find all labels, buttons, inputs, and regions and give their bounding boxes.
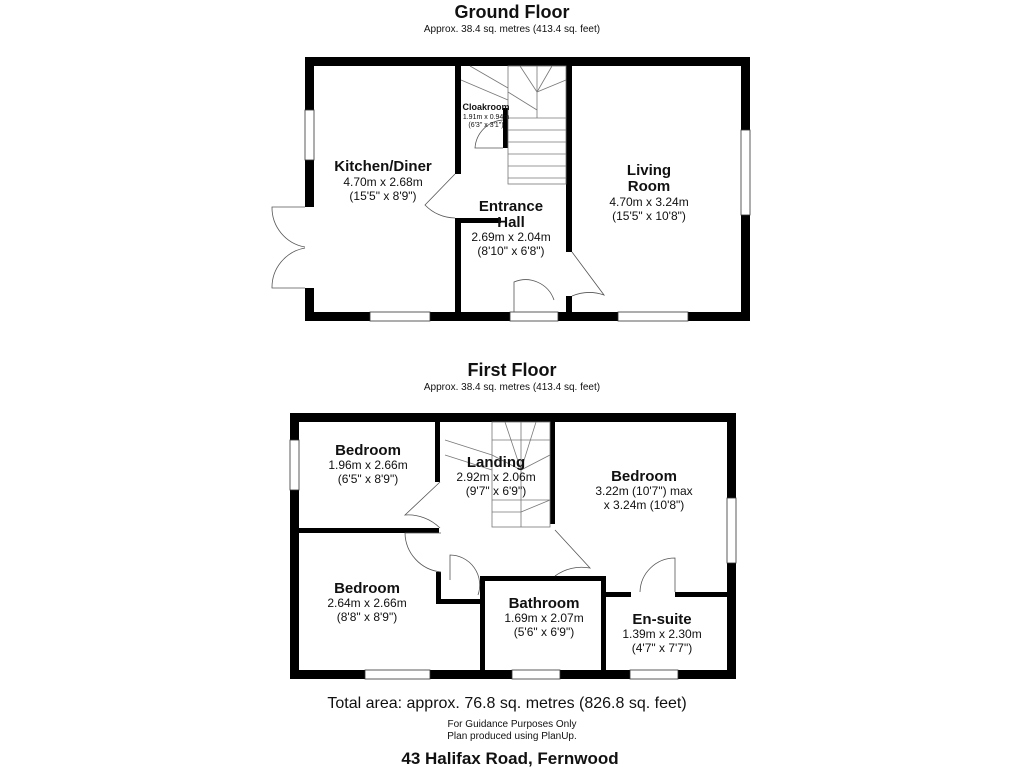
ensuite-dim-ft: (4'7" x 7'7") <box>631 641 693 655</box>
living-window <box>741 130 750 215</box>
kitchen-name: Kitchen/Diner <box>334 158 432 175</box>
living-front-window <box>618 312 688 321</box>
cloakroom-dim-m: 1.91m x 0.94m <box>462 114 510 121</box>
bedroom-3-window <box>727 498 736 563</box>
front-door-threshold <box>510 312 558 321</box>
cloakroom-dim-ft: (6'3" x 3'1") <box>468 122 504 129</box>
hall-dim-m: 2.69m x 2.04m <box>471 230 551 244</box>
guidance-note: For Guidance Purposes Only <box>447 719 577 730</box>
planup-note: Plan produced using PlanUp. <box>447 731 577 742</box>
bathroom-dim-m: 1.69m x 2.07m <box>504 611 584 625</box>
hall-name-2: Hall <box>497 214 525 231</box>
ensuite-name: En-suite <box>632 611 692 628</box>
property-address: 43 Halifax Road, Fernwood <box>401 749 619 768</box>
bedroom-1-dim-ft: (6'5" x 8'9") <box>337 472 399 486</box>
ground-floor-area: Approx. 38.4 sq. metres (413.4 sq. feet) <box>423 24 601 35</box>
first-floor-area: Approx. 38.4 sq. metres (413.4 sq. feet) <box>423 382 601 393</box>
living-dim-m: 4.70m x 3.24m <box>609 195 689 209</box>
kitchen-front-window <box>370 312 430 321</box>
hall-dim-ft: (8'10" x 6'8") <box>477 244 545 258</box>
hall-name-1: Entrance <box>478 198 544 215</box>
total-area: Total area: approx. 76.8 sq. metres (826.8 sq. feet) <box>327 695 687 712</box>
bedroom-2-name: Bedroom <box>334 580 400 597</box>
first-floor-title: First Floor <box>467 360 557 380</box>
bathroom-dim-ft: (5'6" x 6'9") <box>513 625 575 639</box>
bedroom-2-dim-ft: (8'8" x 8'9") <box>336 610 398 624</box>
bedroom-2-window <box>365 670 430 679</box>
ensuite-window <box>630 670 678 679</box>
living-name-2: Room <box>627 178 671 195</box>
ensuite-dim-m: 1.39m x 2.30m <box>622 627 702 641</box>
ground-floor-plan <box>272 57 750 321</box>
bedroom-2-dim-m: 2.64m x 2.66m <box>327 596 407 610</box>
bedroom-3-name: Bedroom <box>611 468 677 485</box>
bedroom-1-dim-m: 1.96m x 2.66m <box>328 458 408 472</box>
bedroom-1-name: Bedroom <box>335 442 401 459</box>
bathroom-window <box>512 670 560 679</box>
landing-dim-ft: (9'7" x 6'9") <box>465 484 527 498</box>
ground-floor-title: Ground Floor <box>454 2 570 22</box>
living-name-1: Living <box>626 162 672 179</box>
ground-doors <box>272 120 604 312</box>
cloakroom-name: Cloakroom <box>462 102 510 112</box>
kitchen-dim-m: 4.70m x 2.68m <box>343 175 423 189</box>
landing-dim-m: 2.92m x 2.06m <box>456 470 536 484</box>
bedroom-1-window <box>290 440 299 490</box>
kitchen-dim-ft: (15'5" x 8'9") <box>349 189 417 203</box>
landing-name: Landing <box>466 454 526 471</box>
kitchen-window <box>305 110 314 160</box>
living-dim-ft: (15'5" x 10'8") <box>612 209 686 223</box>
bedroom-3-dim-m: 3.22m (10'7") max <box>595 484 693 498</box>
bedroom-3-dim-ft: x 3.24m (10'8") <box>603 498 685 512</box>
bathroom-name: Bathroom <box>508 595 580 612</box>
